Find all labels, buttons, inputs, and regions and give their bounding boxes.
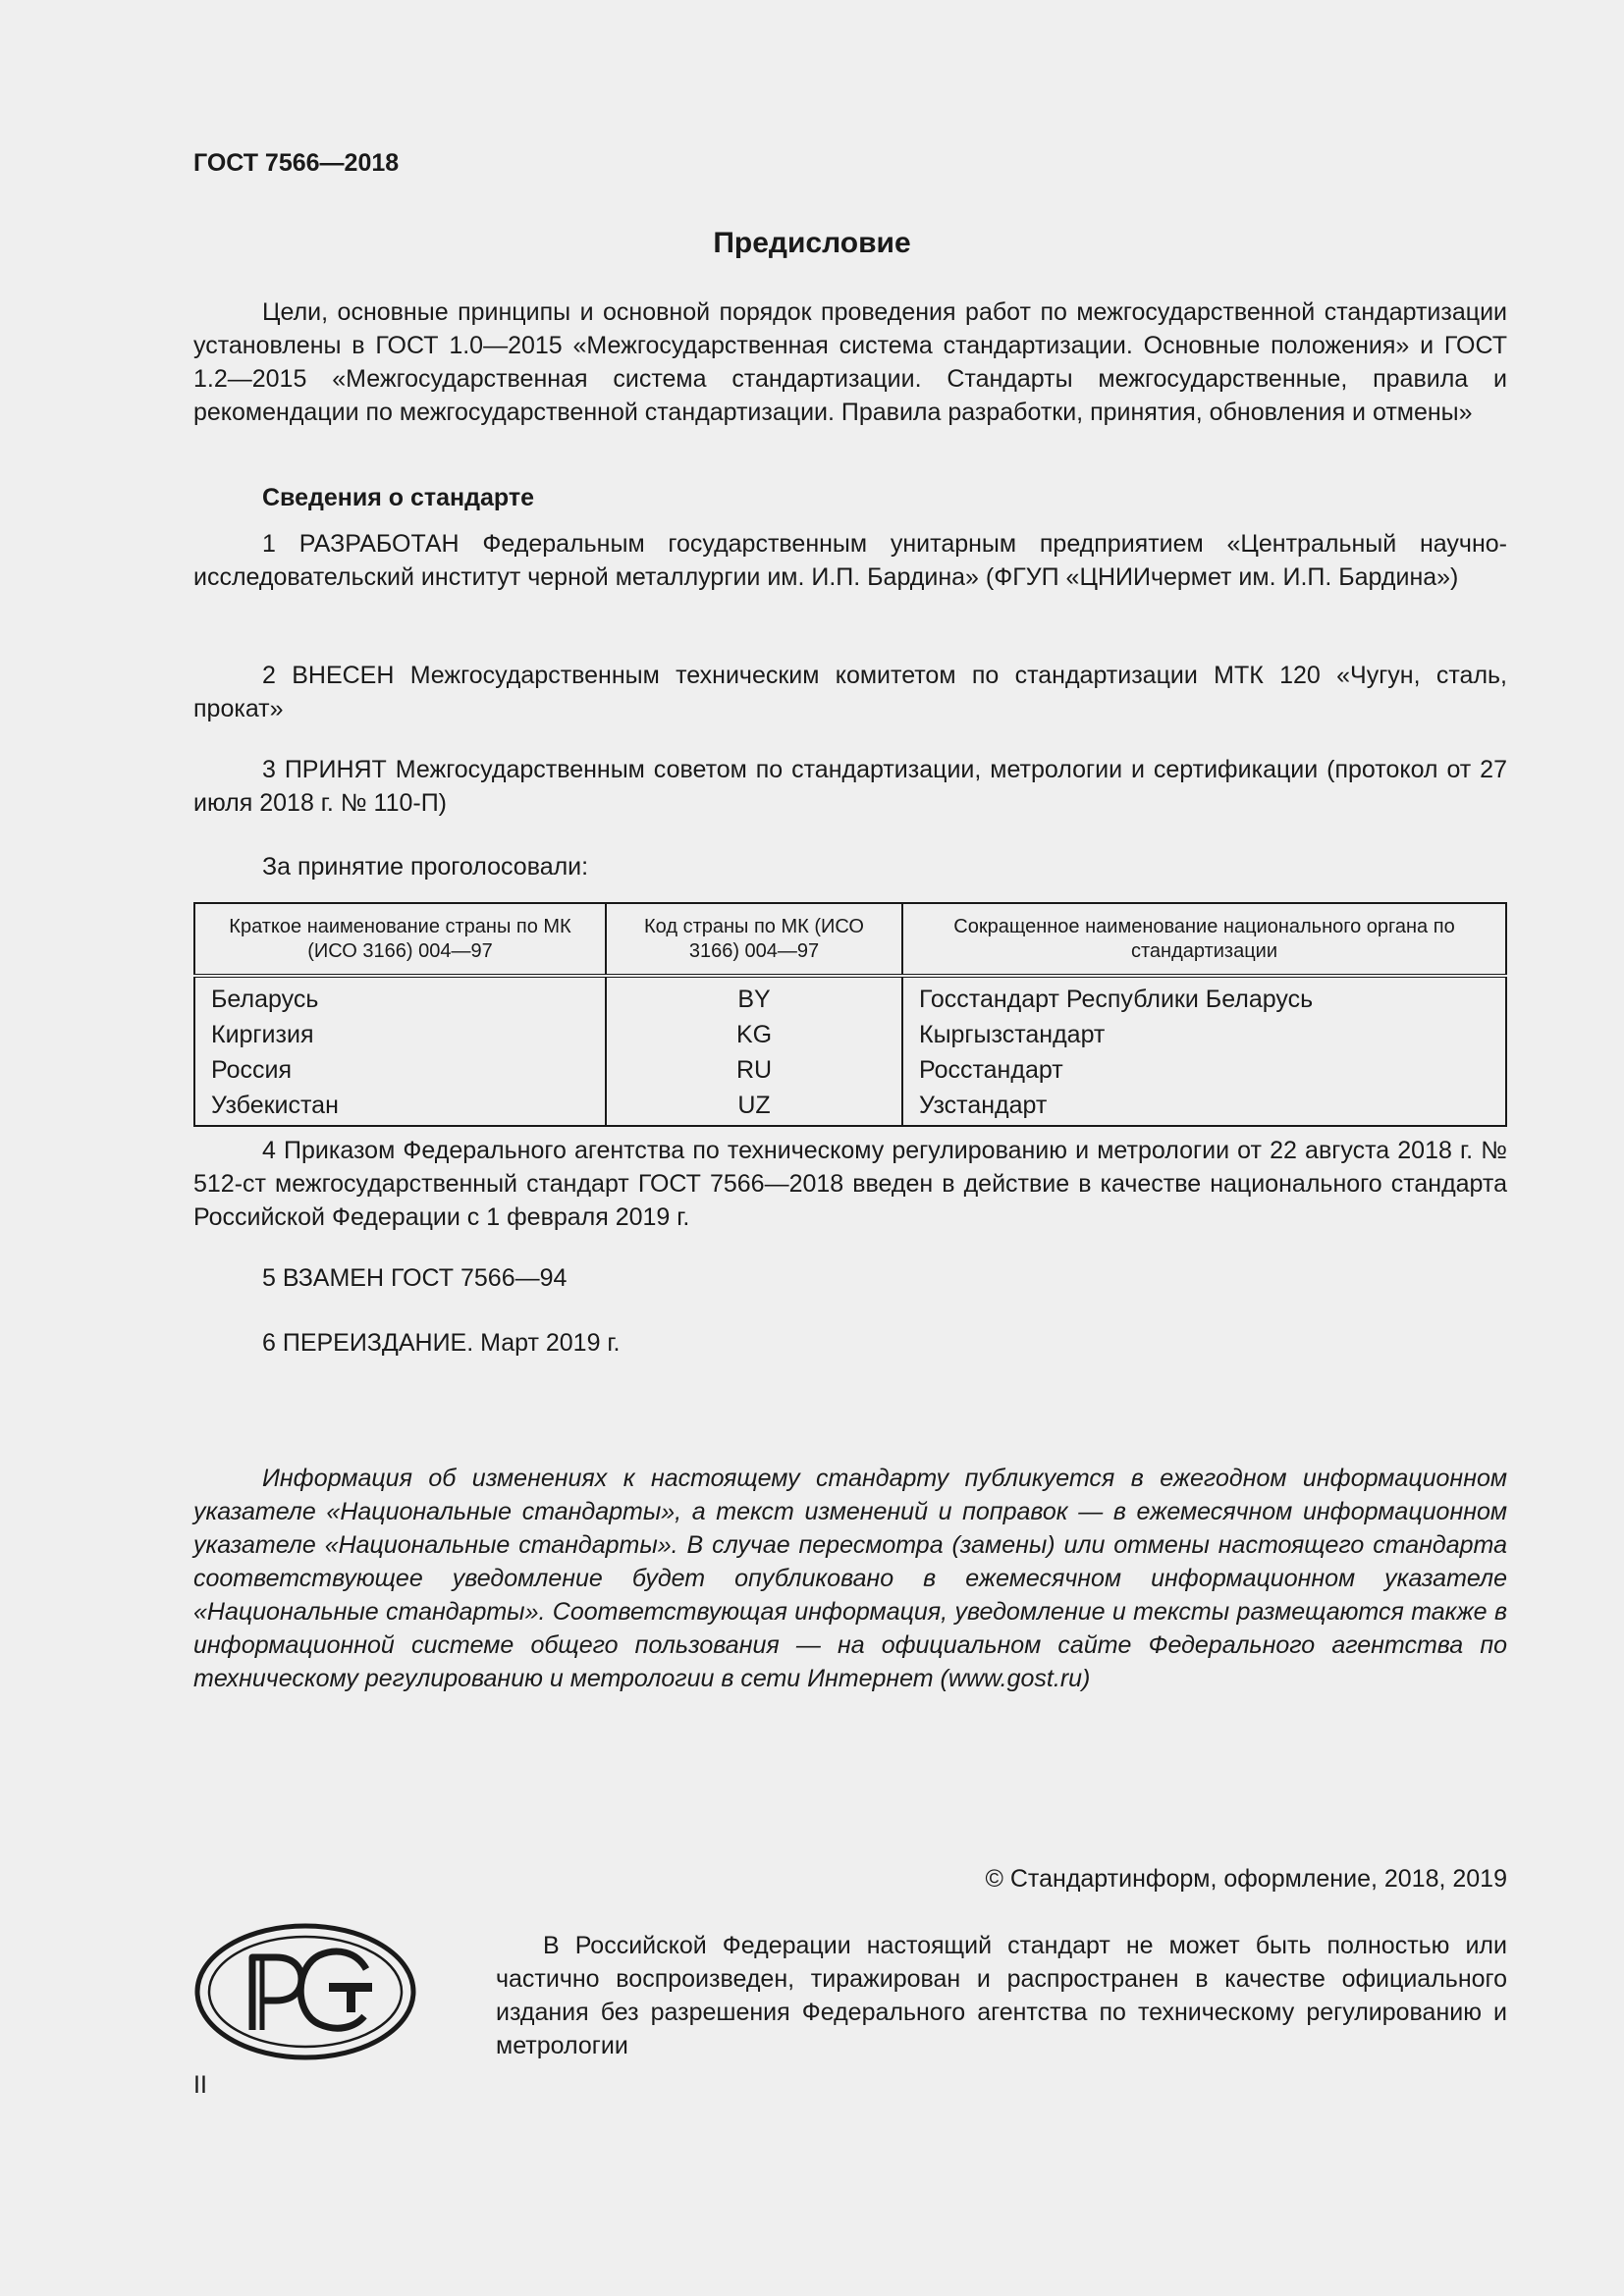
rst-certification-mark-icon — [193, 1922, 417, 2061]
item-6 — [193, 1326, 1507, 1360]
vote-table-header-code: Код страны по МК (ИСО 3166) 004—97 — [606, 903, 902, 976]
vote-table — [193, 902, 1507, 1127]
national-body: Узстандарт — [902, 1088, 1506, 1126]
intro-block — [193, 295, 1507, 429]
item-2 — [193, 659, 1507, 725]
vote-intro-text: За принятие проголосовали: — [262, 853, 589, 881]
rights-notice — [496, 1929, 1507, 2062]
national-body: Госстандарт Республики Беларусь — [902, 976, 1506, 1017]
country-name: Узбекистан — [194, 1088, 606, 1126]
page-title: Предисловие — [713, 227, 911, 259]
item-3-text: 3 ПРИНЯТ Межгосударственным советом по стандартизации, метрологии и сертификации (протокол от 27 июля 2018 г. № 110-П) — [193, 756, 1507, 817]
country-name: Беларусь — [194, 976, 606, 1017]
info-heading: Сведения о стандарте — [262, 484, 535, 511]
vote-table-header-row — [194, 903, 1506, 976]
item-1-text: 1 РАЗРАБОТАН Федеральным государственным унитарным предприятием «Центральный научно-исследовательский институт черной металлургии им. И.П. Бардина» (ФГУП «ЦНИИчермет им. И.П. Бардина») — [193, 530, 1507, 591]
change-info-block — [193, 1462, 1507, 1695]
item-1 — [193, 527, 1507, 594]
item-4 — [193, 1134, 1507, 1234]
item-6-text: 6 ПЕРЕИЗДАНИЕ. Март 2019 г. — [262, 1329, 621, 1357]
vote-table-header-body: Сокращенное наименование национального органа по стандартизации — [902, 903, 1506, 976]
country-name: Россия — [194, 1052, 606, 1088]
item-4-text: 4 Приказом Федерального агентства по техническому регулированию и метрологии от 22 августа 2018 г. № 512-ст межгосударственный стандарт ГОСТ 7566—2018 введен в действие в качестве национального стандарта Российской Федерации с 1 февраля 2019 г. — [193, 1137, 1507, 1231]
table-row — [194, 1017, 1506, 1052]
vote-intro — [193, 850, 1507, 883]
copyright-line: © Стандартинформ, оформление, 2018, 2019 — [985, 1865, 1507, 1893]
item-2-text: 2 ВНЕСЕН Межгосударственным техническим комитетом по стандартизации МТК 120 «Чугун, сталь, прокат» — [193, 662, 1507, 722]
table-row — [194, 1052, 1506, 1088]
item-5 — [193, 1261, 1507, 1295]
national-body: Кыргызстандарт — [902, 1017, 1506, 1052]
change-info-text: Информация об изменениях к настоящему стандарту публикуется в ежегодном информационном указателе «Национальные стандарты», а текст изменений и поправок — в ежемесячном информационном указателе «Национальные стандарты». В случае пересмотра (замены) или отмены настоящего стандарта соответствующее уведомление будет опубликовано в ежемесячном информационном указателе «Национальные стандарты». Соответствующая информация, уведомление и тексты размещаются также в информационной системе общего пользования — на официальном сайте Федерального агентства по техническому регулированию и метрологии в сети Интернет (www.gost.ru) — [193, 1465, 1507, 1692]
country-name: Киргизия — [194, 1017, 606, 1052]
table-row — [194, 1088, 1506, 1126]
table-row — [194, 976, 1506, 1017]
item-5-text: 5 ВЗАМЕН ГОСТ 7566—94 — [262, 1264, 568, 1292]
country-code: RU — [606, 1052, 902, 1088]
country-code: KG — [606, 1017, 902, 1052]
national-body: Росстандарт — [902, 1052, 1506, 1088]
country-code: BY — [606, 976, 902, 1017]
rights-notice-text: В Российской Федерации настоящий стандарт не может быть полностью или частично воспроизведен, тиражирован и распространен в качестве официального издания без разрешения Федерального агентства по техническому регулированию и метрологии — [496, 1932, 1507, 2059]
country-code: UZ — [606, 1088, 902, 1126]
standard-id: ГОСТ 7566—2018 — [193, 149, 400, 177]
intro-paragraph: Цели, основные принципы и основной порядок проведения работ по межгосударственной стандартизации установлены в ГОСТ 1.0—2015 «Межгосударственная система стандартизации. Основные положения» и ГОСТ 1.2—2015 «Межгосударственная система стандартизации. Стандарты межгосударственные, правила и рекомендации по межгосударственной стандартизации. Правила разработки, принятия, обновления и отмены» — [193, 298, 1507, 426]
item-3 — [193, 753, 1507, 820]
page-number: II — [193, 2071, 207, 2099]
vote-table-header-country: Краткое наименование страны по МК (ИСО 3166) 004—97 — [194, 903, 606, 976]
